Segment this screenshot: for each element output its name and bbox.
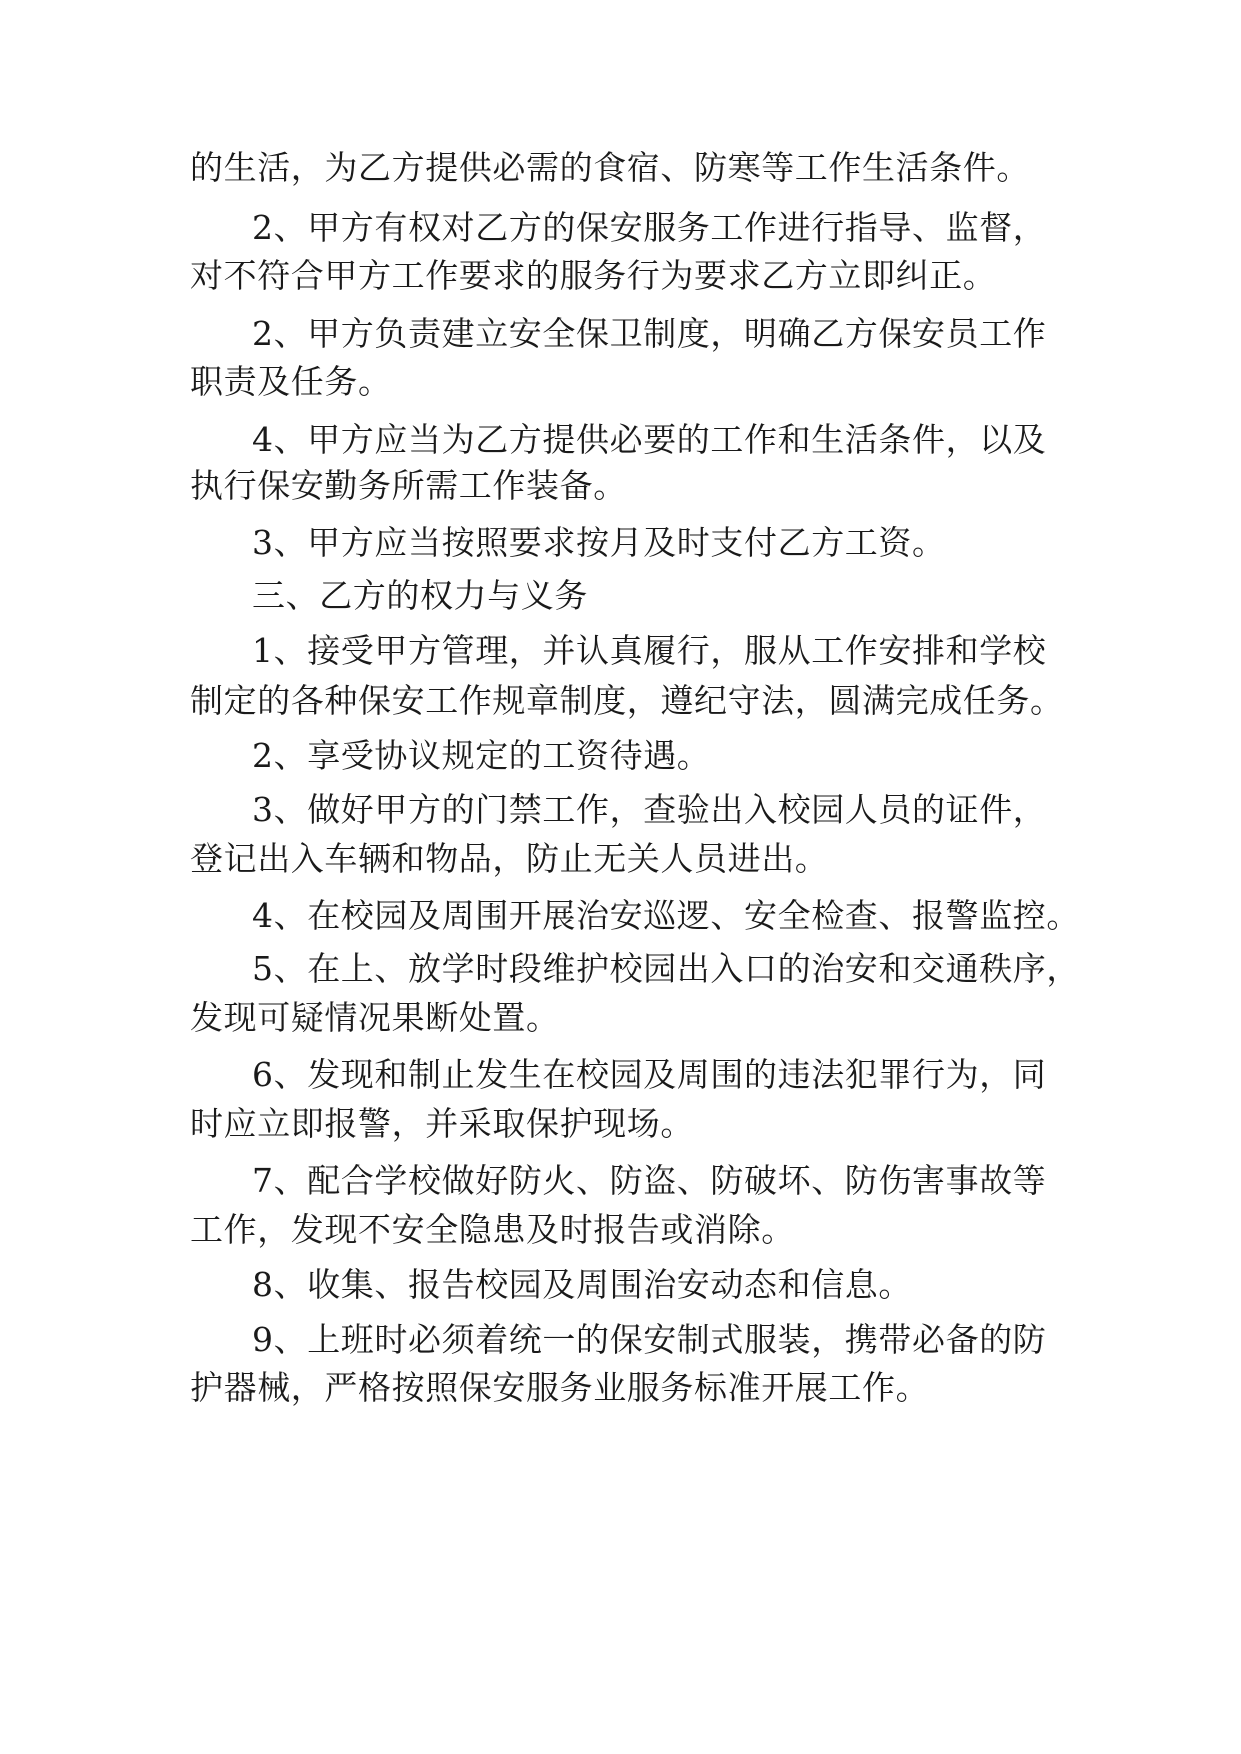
text-line: 执行保安勤务所需工作装备。 — [190, 466, 627, 505]
text-line: 3、做好甲方的门禁工作，查验出入校园人员的证件， — [252, 790, 1047, 829]
text-line: 1、接受甲方管理，并认真履行，服从工作安排和学校 — [252, 631, 1047, 670]
text-line: 2、享受协议规定的工资待遇。 — [252, 736, 711, 775]
text-line: 制定的各种保安工作规章制度，遵纪守法，圆满完成任务。 — [190, 681, 1064, 720]
text-line: 登记出入车辆和物品，防止无关人员进出。 — [190, 839, 829, 878]
text-line: 9、上班时必须着统一的保安制式服装，携带必备的防 — [252, 1320, 1047, 1359]
section-heading: 三、乙方的权力与义务 — [252, 576, 588, 615]
text-line: 4、甲方应当为乙方提供必要的工作和生活条件，以及 — [252, 420, 1047, 459]
text-line: 8、收集、报告校园及周围治安动态和信息。 — [252, 1265, 912, 1304]
text-line: 2、甲方有权对乙方的保安服务工作进行指导、监督， — [252, 208, 1047, 247]
text-line: 2、甲方负责建立安全保卫制度，明确乙方保安员工作 — [252, 314, 1047, 353]
text-line: 3、甲方应当按照要求按月及时支付乙方工资。 — [252, 523, 946, 562]
text-line: 时应立即报警，并采取保护现场。 — [190, 1104, 694, 1143]
text-line: 4、在校园及周围开展治安巡逻、安全检查、报警监控。 — [252, 896, 1080, 935]
text-line: 6、发现和制止发生在校园及周围的违法犯罪行为，同 — [252, 1055, 1047, 1094]
text-line: 对不符合甲方工作要求的服务行为要求乙方立即纠正。 — [190, 256, 997, 295]
text-line: 工作，发现不安全隐患及时报告或消除。 — [190, 1210, 795, 1249]
text-line: 7、配合学校做好防火、防盗、防破坏、防伤害事故等 — [252, 1161, 1047, 1200]
text-line: 护器械，严格按照保安服务业服务标准开展工作。 — [190, 1368, 930, 1407]
text-line: 的生活，为乙方提供必需的食宿、防寒等工作生活条件。 — [190, 148, 1030, 187]
text-line: 职责及任务。 — [190, 362, 392, 401]
text-line: 发现可疑情况果断处置。 — [190, 998, 560, 1037]
text-line: 5、在上、放学时段维护校园出入口的治安和交通秩序， — [252, 949, 1080, 988]
